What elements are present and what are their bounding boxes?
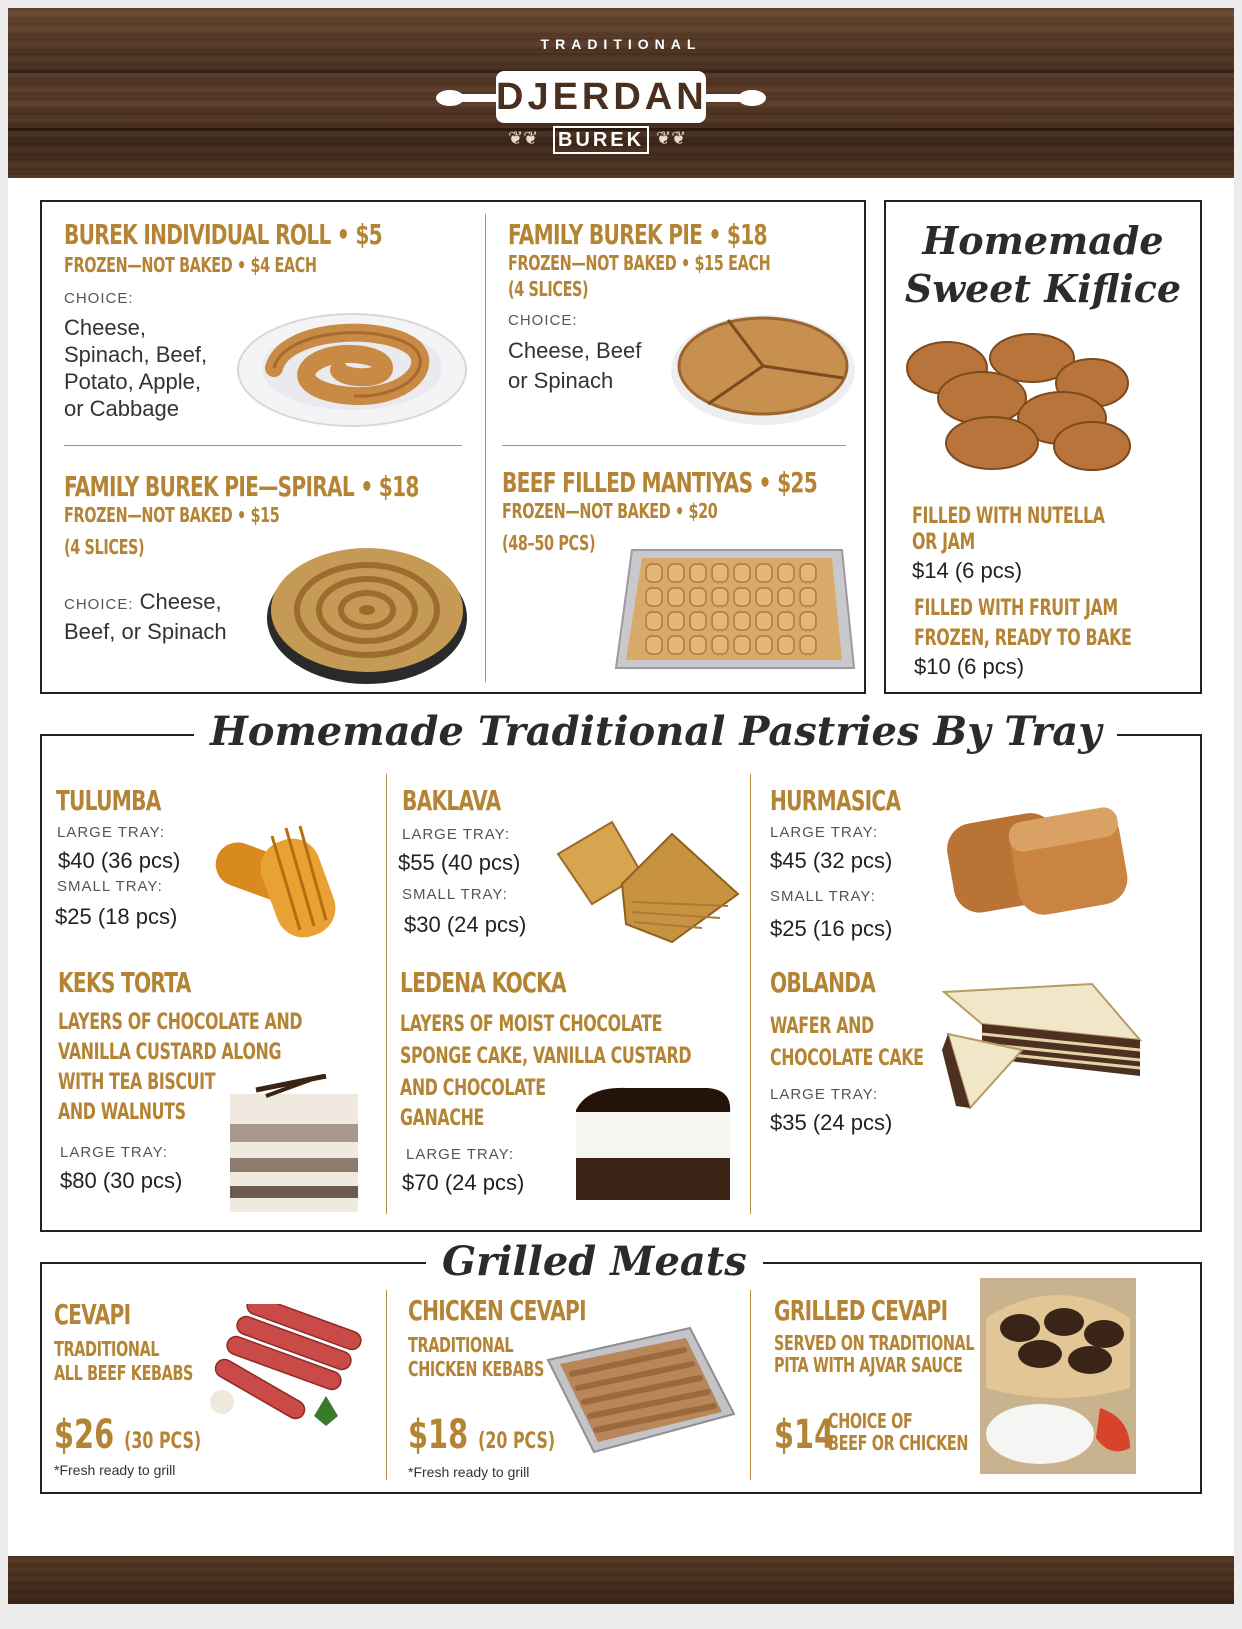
tulumba-large-label: LARGE TRAY: <box>57 824 165 841</box>
pastries-heading: Homemade Traditional Pastries By Tray <box>194 708 1117 755</box>
baklava-large-label: LARGE TRAY: <box>402 826 510 843</box>
footer-wood-banner <box>8 1556 1234 1604</box>
logo-traditional-text: TRADITIONAL <box>540 36 702 52</box>
family-choices: Cheese, Beef or Spinach <box>508 338 642 393</box>
ledena-desc-1: LAYERS OF MOIST CHOCOLATE <box>400 1012 663 1037</box>
tulumba-large-price: $40 (36 pcs) <box>58 848 181 873</box>
kiflice-opt2-price: $10 (6 pcs) <box>914 654 1025 679</box>
ledena-large-price: $70 (24 pcs) <box>402 1170 525 1195</box>
family-pie-title: FAMILY BUREK PIE • $18 <box>508 218 767 251</box>
cevapi-note: *Fresh ready to grill <box>54 1462 176 1478</box>
chicken-desc-1: TRADITIONAL <box>408 1333 514 1357</box>
logo-brand: DJERDAN <box>496 71 706 123</box>
family-pie-image <box>668 308 858 428</box>
hurmasica-large-price: $45 (32 pcs) <box>770 848 893 873</box>
chicken-note: *Fresh ready to grill <box>408 1464 530 1480</box>
spiral-pie-frozen: FROZEN—NOT BAKED • $15 <box>64 503 280 527</box>
oblanda-large-price: $35 (24 pcs) <box>770 1110 893 1135</box>
tulumba-title: TULUMBA <box>56 784 161 817</box>
spiral-pie-title: FAMILY BUREK PIE—SPIRAL • $18 <box>64 470 419 503</box>
keks-desc-3: WITH TEA BISCUIT <box>58 1070 216 1095</box>
chicken-cevapi-title: CHICKEN CEVAPI <box>408 1294 586 1327</box>
hurmasica-image <box>944 798 1130 918</box>
ledena-title: LEDENA KOCKA <box>400 966 566 999</box>
spiral-choices: CHOICE: Cheese, Beef, or Spinach <box>64 589 227 644</box>
mantiyas-frozen: FROZEN—NOT BAKED • $20 <box>502 499 718 523</box>
baklava-small-label: SMALL TRAY: <box>402 886 508 903</box>
grilled-desc-2: PITA WITH AJVAR SAUCE <box>774 1353 963 1377</box>
oblanda-desc-2: CHOCOLATE CAKE <box>770 1046 924 1071</box>
grilled-meats-heading: Grilled Meats <box>426 1238 763 1285</box>
keks-desc-4: AND WALNUTS <box>58 1100 186 1125</box>
ledena-kocka-image <box>568 1080 738 1206</box>
burek-roll-plate-image <box>234 308 470 428</box>
cevapi-desc-2: ALL BEEF KEBABS <box>54 1361 194 1385</box>
kiflice-opt1-desc-1: FILLED WITH NUTELLA <box>912 504 1105 529</box>
kiflice-opt2-desc-2: FROZEN, READY TO BAKE <box>914 626 1132 651</box>
individual-choice-label: CHOICE: <box>64 290 134 307</box>
oblanda-title: OBLANDA <box>770 966 876 999</box>
grilled-choice-2: BEEF OR CHICKEN <box>828 1431 969 1455</box>
grilled-cevapi-title: GRILLED CEVAPI <box>774 1294 948 1327</box>
ledena-desc-4: GANACHE <box>400 1106 484 1131</box>
oblanda-desc-1: WAFER AND <box>770 1014 874 1039</box>
keks-torta-image <box>226 1074 366 1220</box>
mantiyas-pcs: (48–50 PCS) <box>502 531 596 555</box>
keks-large-label: LARGE TRAY: <box>60 1144 168 1161</box>
ledena-large-label: LARGE TRAY: <box>406 1146 514 1163</box>
family-choice-label: CHOICE: <box>508 312 578 329</box>
baklava-image <box>552 814 742 944</box>
keks-large-price: $80 (30 pcs) <box>60 1168 183 1193</box>
baklava-small-price: $30 (24 pcs) <box>404 912 527 937</box>
individual-choices: Cheese, Spinach, Beef, Potato, Apple, or Cabbage <box>64 315 208 421</box>
keks-desc-1: LAYERS OF CHOCOLATE AND <box>58 1010 303 1035</box>
grilled-desc-1: SERVED ON TRADITIONAL <box>774 1331 975 1355</box>
chicken-desc-2: CHICKEN KEBABS <box>408 1357 545 1381</box>
hurmasica-title: HURMASICA <box>770 784 901 817</box>
mantiyas-title: BEEF FILLED MANTIYAS • $25 <box>502 466 818 499</box>
cevapi-image <box>204 1304 380 1440</box>
mantiyas-tray-image <box>612 544 856 674</box>
tulumba-small-label: SMALL TRAY: <box>57 878 163 895</box>
individual-roll-title: BUREK INDIVIDUAL ROLL • $5 <box>64 218 382 251</box>
chicken-cevapi-tray-image <box>544 1324 738 1456</box>
tulumba-small-price: $25 (18 pcs) <box>55 904 178 929</box>
header-wood-banner <box>8 8 1234 178</box>
ledena-desc-2: SPONGE CAKE, VANILLA CUSTARD <box>400 1044 692 1069</box>
menu-page <box>8 8 1234 1604</box>
kiflice-image <box>902 328 1132 478</box>
individual-roll-frozen: FROZEN—NOT BAKED • $4 EACH <box>64 253 317 277</box>
hurmasica-small-price: $25 (16 pcs) <box>770 916 893 941</box>
family-pie-frozen: FROZEN—NOT BAKED • $15 EACH <box>508 251 771 275</box>
spiral-pie-image <box>264 538 470 688</box>
logo-burek-text: BUREK <box>553 126 649 154</box>
keks-title: KEKS TORTA <box>58 966 191 999</box>
grilled-cevapi-pita-image <box>980 1278 1136 1474</box>
grilled-choice-1: CHOICE OF <box>828 1409 913 1433</box>
wheat-left-icon: ❦❦ <box>508 128 539 148</box>
baklava-large-price: $55 (40 pcs) <box>398 850 521 875</box>
keks-desc-2: VANILLA CUSTARD ALONG <box>58 1040 282 1065</box>
oblanda-image <box>942 980 1144 1110</box>
grilled-price: $14 <box>774 1412 835 1458</box>
spiral-pie-slices: (4 SLICES) <box>64 535 145 559</box>
kiflice-opt2-desc-1: FILLED WITH FRUIT JAM <box>914 596 1118 621</box>
tulumba-image <box>208 808 378 938</box>
baklava-title: BAKLAVA <box>402 784 501 817</box>
cevapi-desc-1: TRADITIONAL <box>54 1337 160 1361</box>
hurmasica-large-label: LARGE TRAY: <box>770 824 878 841</box>
chicken-price: $18 (20 PCS) <box>408 1412 556 1458</box>
kiflice-opt1-price: $14 (6 pcs) <box>912 558 1023 583</box>
ledena-desc-3: AND CHOCOLATE <box>400 1076 546 1101</box>
cevapi-title: CEVAPI <box>54 1298 131 1331</box>
kiflice-opt1-desc-2: OR JAM <box>912 530 975 555</box>
kiflice-title-line2: Sweet Kiflice <box>898 266 1188 311</box>
kiflice-title-line1: Homemade <box>908 218 1178 263</box>
cevapi-price: $26 (30 PCS) <box>54 1412 202 1458</box>
family-pie-slices: (4 SLICES) <box>508 277 589 301</box>
wheat-right-icon: ❦❦ <box>656 128 687 148</box>
hurmasica-small-label: SMALL TRAY: <box>770 888 876 905</box>
oblanda-large-label: LARGE TRAY: <box>770 1086 878 1103</box>
